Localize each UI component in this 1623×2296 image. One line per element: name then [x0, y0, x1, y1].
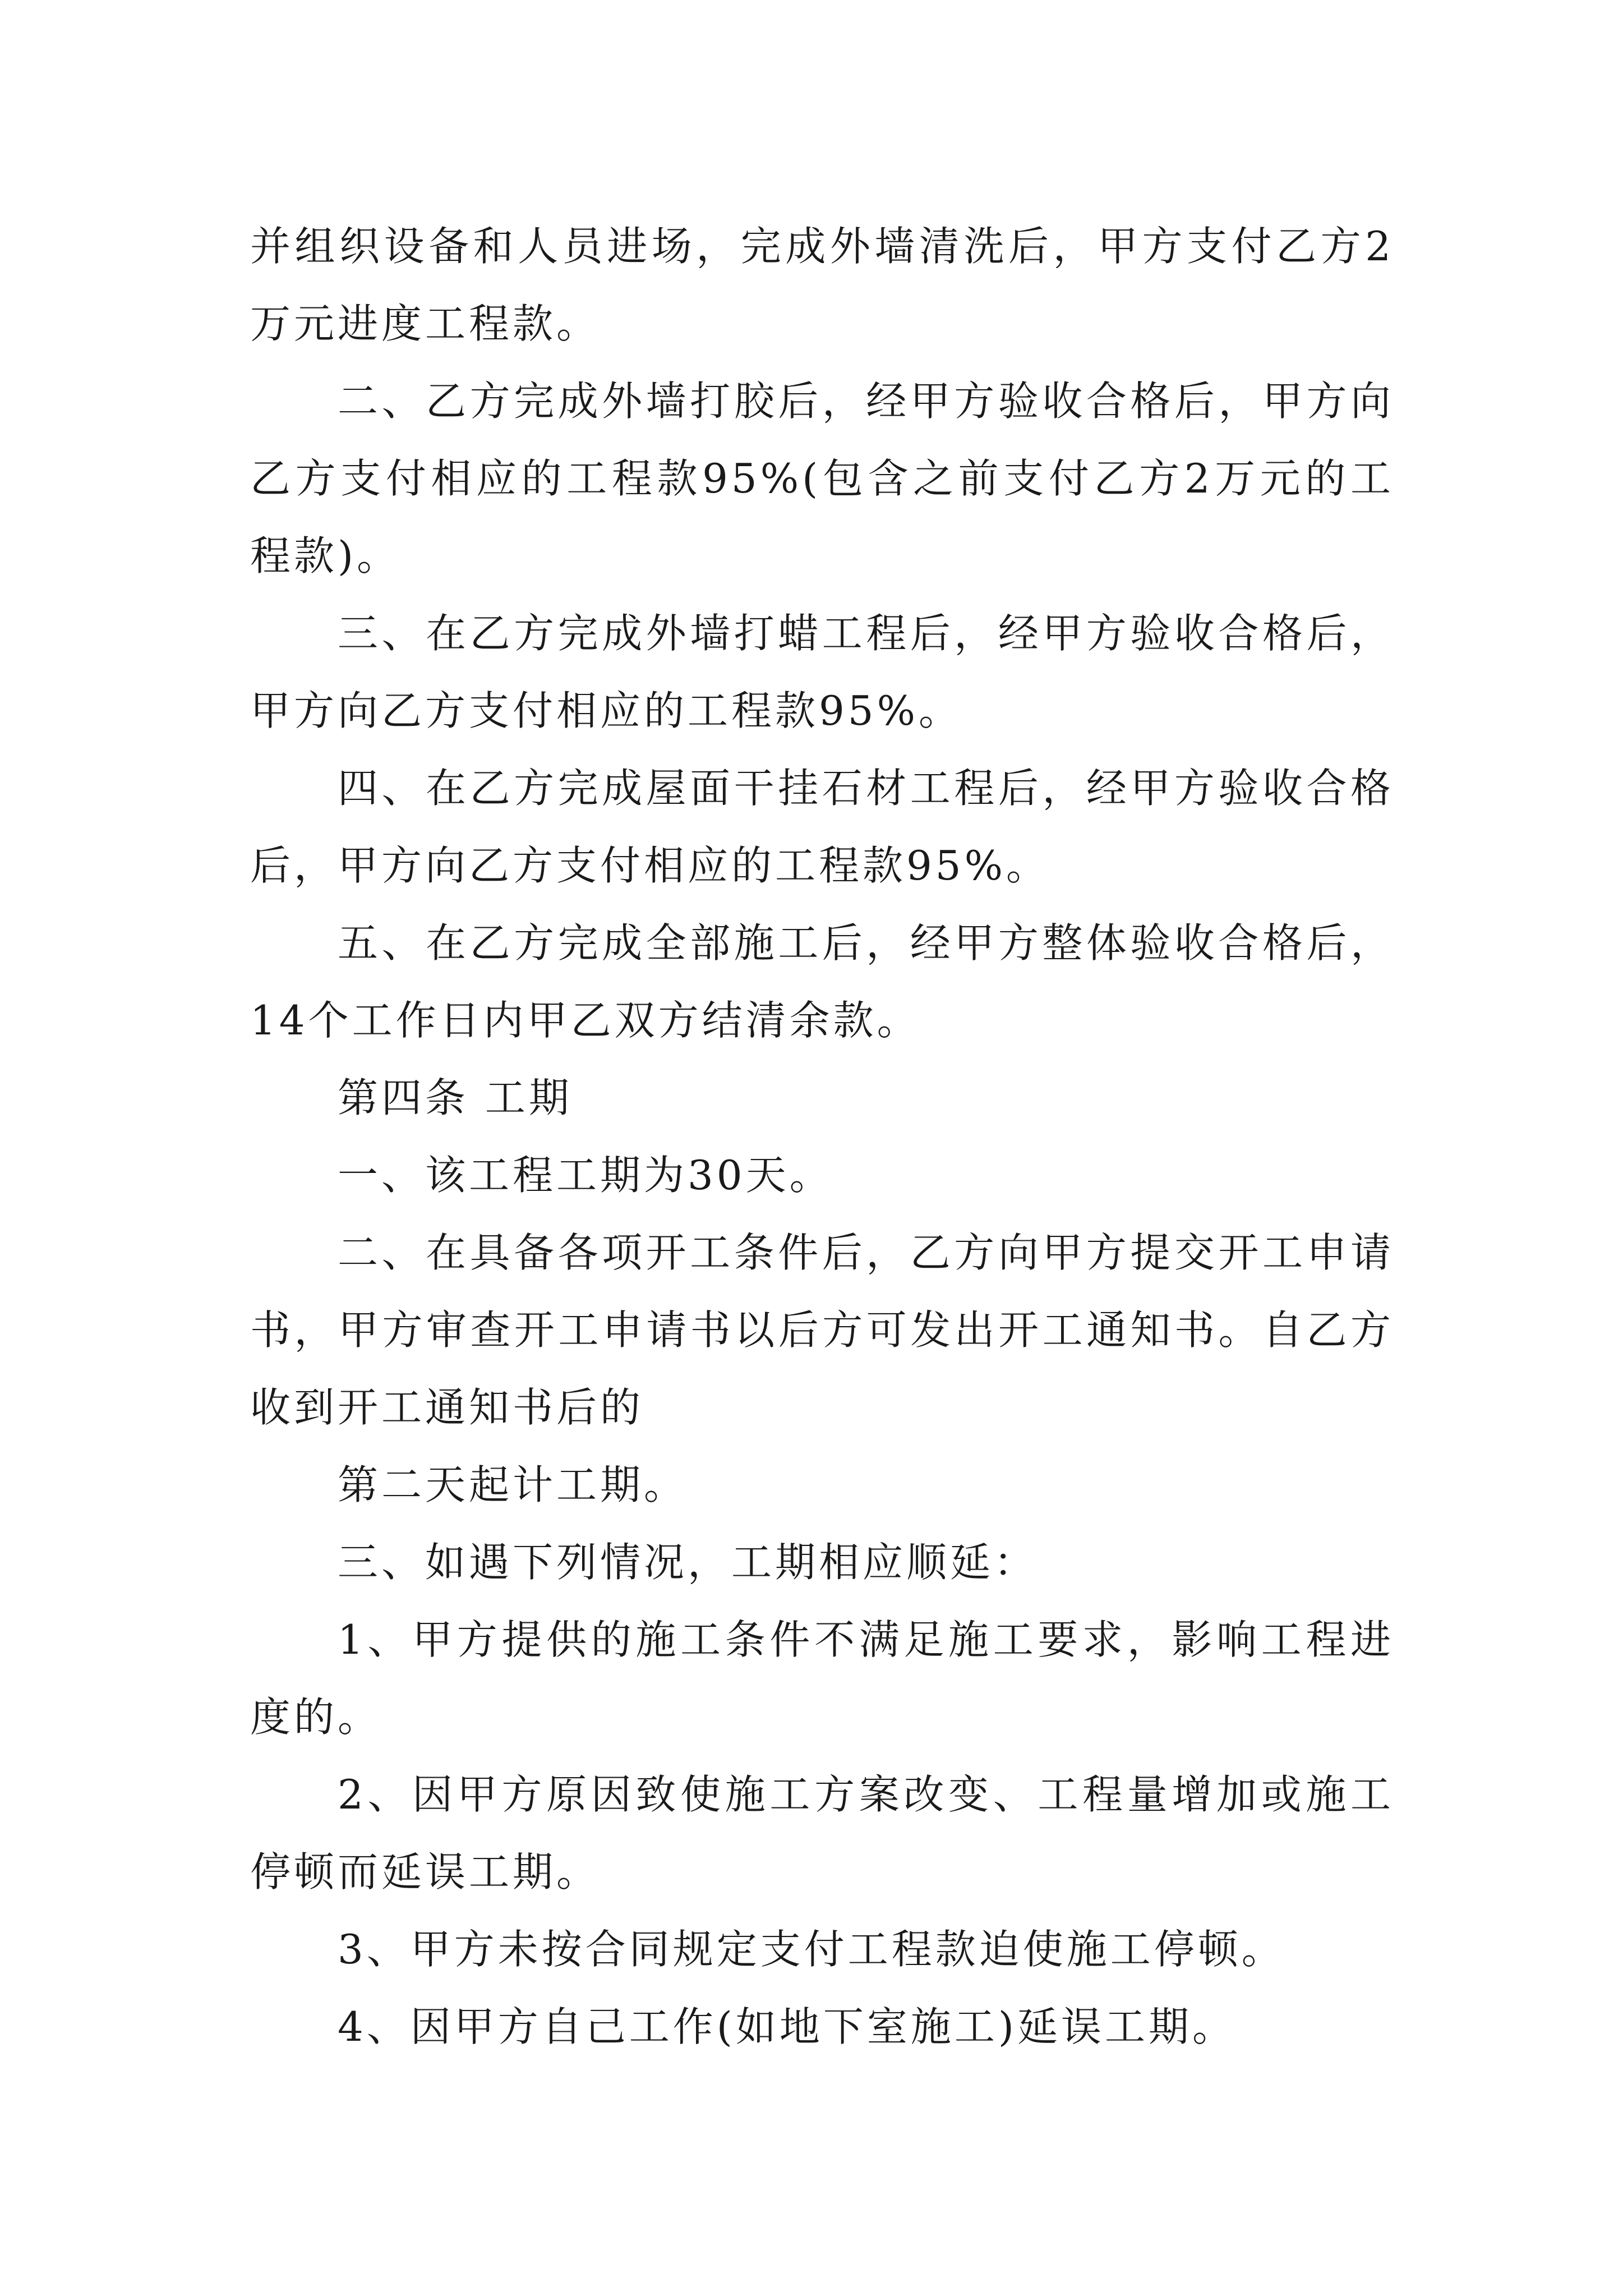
list-item: 4、因甲方自己工作(如地下室施工)延误工期。	[338, 2003, 1236, 2050]
paragraph: 四、在乙方完成屋面干挂石材工程后，经甲方验收合格后，甲方向乙方支付相应的工程款95%。	[250, 765, 1394, 889]
paragraph: 并组织设备和人员进场，完成外墙清洗后，甲方支付乙方2万元进度工程款。	[250, 223, 1394, 347]
document-body	[250, 208, 1394, 2065]
paragraph: 二、乙方完成外墙打胶后，经甲方验收合格后，甲方向乙方支付相应的工程款95%(包含之前支付乙方2万元的工程款)。	[250, 378, 1394, 579]
section-heading: 第四条 工期	[338, 1074, 573, 1121]
list-item: 1、甲方提供的施工条件不满足施工要求，影响工程进度的。	[250, 1616, 1394, 1741]
paragraph: 一、该工程工期为30天。	[338, 1152, 833, 1199]
list-item: 2、因甲方原因致使施工方案改变、工程量增加或施工停顿而延误工期。	[250, 1771, 1394, 1895]
list-item: 3、甲方未按合同规定支付工程款迫使施工停顿。	[338, 1926, 1285, 1973]
paragraph: 五、在乙方完成全部施工后，经甲方整体验收合格后，14个工作日内甲乙双方结清余款。	[250, 919, 1394, 1044]
paragraph: 三、如遇下列情况，工期相应顺延：	[338, 1539, 1038, 1586]
paragraph: 三、在乙方完成外墙打蜡工程后，经甲方验收合格后，甲方向乙方支付相应的工程款95%。	[250, 610, 1394, 734]
paragraph: 第二天起计工期。	[338, 1461, 688, 1508]
paragraph: 二、在具备各项开工条件后，乙方向甲方提交开工申请书，甲方审查开工申请书以后方可发出开工通知书。自乙方收到开工通知书后的	[250, 1229, 1394, 1431]
